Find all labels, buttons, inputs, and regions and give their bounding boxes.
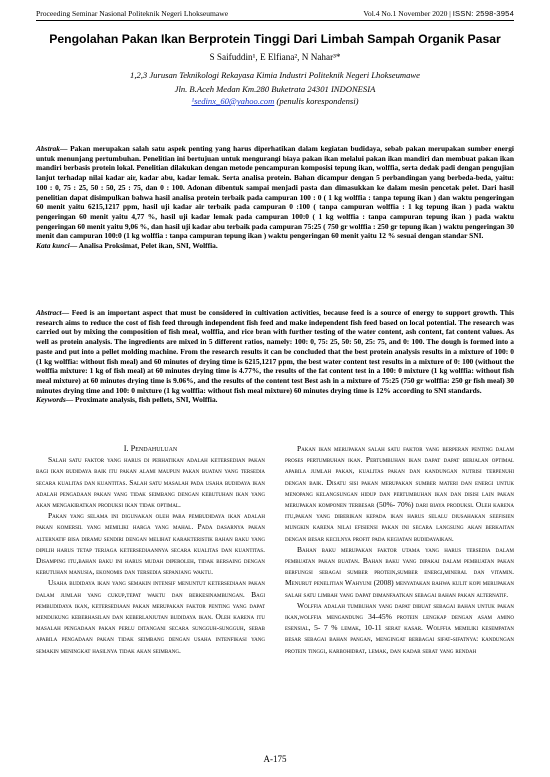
kata-kunci-line xyxy=(36,241,514,251)
left-column xyxy=(36,443,265,656)
section-heading: I. Pendahuluan xyxy=(123,444,178,453)
body-paragraph: Usaha budidaya ikan yang semakin intensif menuntut ketersediaan pakan dalam jumlah yang cukup,tepat waktu dan berkesinambungan. Bagi pembudidaya ikan, ketersediaan pakan merupakan faktor penting yang dapat mendukung keberhasilan dan keberlanjutan budidaya ikan. Oleh karena itu masalah pengadaan pakan perlu ditangani secara sungguh-sungguh, sebab apabila pengadaan pakan tidak seimbang dengan usaha intenfikasi yang semakin meningkat hasilnya tidak akan seimbang. xyxy=(36,578,265,655)
abstrak-block xyxy=(36,144,514,251)
abstrak-label: Abstrak xyxy=(36,144,60,153)
body-paragraph: Pakan yang selama ini digunakan oleh para pembudidaya ikan adalah pakan komersil yang memiliki harga yang mahal. Pada dasarnya pakan alternatif bisa diramu sendiri dengan melihat karakteristik bahan baku yang dipilih harus tetap terjaga ketersediaannya secara kualitas dan kuantitas. Disamping itu,bahan baku ini harus mudah diperoleh, tidak bersaing dengan kebutuhan manusia, ekonomis dan tersedia sepanjang waktu. xyxy=(36,511,265,577)
body-paragraph: Bahan baku merupakan faktor utama yang harus tersedia dalam pembuatan pakan buatan. Bahan baku yang dipakai dalam pembuatan pakan berfungsi sebagai sumber protein,sumber energi,mineral dan vitamin. Menurut penelitian Wahyuni (2008) menyatakan bahwa kulit kopi merupakan salah satu limbah yang dapat dimanfaatkan sebagai bahan pakan alternatif. xyxy=(285,544,514,599)
header-volume-issn xyxy=(363,9,514,18)
kata-kunci-text: — Analisa Proksimat, Pelet ikan, SNI, Wolffia. xyxy=(69,241,218,251)
abstrak-paragraph xyxy=(36,144,514,241)
right-column xyxy=(285,443,514,656)
page-number: A-175 xyxy=(263,754,287,764)
abstract-block xyxy=(36,308,514,405)
correspondence-note: (penulis korespondensi) xyxy=(274,96,359,106)
affiliation: 1,2,3 Jurusan Teknikologi Rekayasa Kimia Industri Politeknik Negeri Lhokseumawe xyxy=(130,70,420,80)
address: Jln. B.Aceh Medan Km.280 Buketrata 24301 INDONESIA xyxy=(174,84,376,94)
abstract-paragraph xyxy=(36,308,514,395)
body-paragraph: Salah satu faktor yang harus di perhatikan adalah ketersedian pakan bagi ikan budidaya baik itu pakan alami maupun pakan buatan yang tersedia secara kualitas dan kuantitas. Salah satu masalah pada usaha budidaya ikan adalah pengadaan pakan yang tidak seimbang dengan kebutuhan ikan yang akan mengakibatkan produksi ikan tidak optimal. xyxy=(36,455,265,510)
keywords-label: Keywords xyxy=(36,395,66,405)
paper-title: Pengolahan Pakan Ikan Berprotein Tinggi Dari Limbah Sampah Organik Pasar xyxy=(49,32,501,46)
correspondence-line xyxy=(0,96,550,106)
keywords-line xyxy=(36,395,514,405)
kata-kunci-label: Kata kunci xyxy=(36,241,70,251)
header-proceeding-name: Proceeding Seminar Nasional Politeknik Negeri Lhokseumawe xyxy=(36,9,229,18)
header-issn: ISSN: 2598-3954 xyxy=(452,9,514,18)
abstract-text: — Feed is an important aspect that must be considered in cultivation activities, because feed is a source of energy to support growth. This research aims to reduce the cost of fish feed through independent fish feed and make independent fish feed based on local potential. The research was carried out by mixing the composition of fish meal, wolffia, and rice bran with further testing of the water content, ash content, fat content values. As well as protein analysis. The ingredients are mixed in 5 different ratios, namely: 100: 0, 75: 25, 50: 50, 25: 75, and 0: 100. The dough is formed into a paste and put into a pellet molding machine. From the research results it can be concluded that the best protein analysis results in a mixture of 100: 0 (1 kg wolffia: without fish meal) and 60 minutes of drying time is 6215,1217 ppm, the best water content test results in a mixture of 0: 100 (without the wolffia mixture: 1 kg of fish meal) at 60 minutes drying time is 4.77%, the results of the fat content test in a 100: 0 mixture (1 kg wolffia: without fish meal mixture) at 60 minutes drying time is 9.06%, and the results of the content test Best ash in a mixture of 75:25 (750 gr wolffia: 250 gr fish meal) 30 minutes drying time and 100: 0 mixture (1 kg wolffia: without fish meal mixture) 60 minutes drying time is 12% according to SNI standards. xyxy=(36,308,514,395)
body-paragraph: Pakan ikan merupakan salah satu faktor yang berperan penting dalam proses pertumbuhan ikan. Pertumbuhan ikan dapat dapat berjalan optimal apabila jumlah pakan, kualitas pakan dan kandungan nutrisi terpenuhi dengan baik. Disatu sisi pakan merupakan sumber materi dan energi untuk menopang kelangsungan hidup dan pertumbuhan ikan dan disisi lain pakan merupakan komponen terbesar (50%- 70%) dari biaya produksi. Oleh karena itu,pakan yang diberikan kepada ikan harus selalu diusahakan seefisien mungkin karena nilai efisiensi pakan ini secara langsung akan berkaitan dengan besar kecilnya profit pada kegiatan budidayaikan. xyxy=(285,444,514,543)
body-paragraph: Wolffia adalah tumbuhan yang dapat dibuat sebagai bahan untuk pakan ikan,wolffia mengandung 34-45% protein lengkap dengan asam amino esensial, 5- 7 % lemak, 10-11 serat kasar. Wolffia memiliki kesempatan besar sebagai bahan pangan, mengingat berbagai sifat-sifatnya: kandungan protein tinggi, karbohidrat, lemak, dan kadar serat yang rendah xyxy=(285,600,514,655)
keywords-text: — Proximate analysis, fish pellets, SNI, Wolffia. xyxy=(65,395,218,405)
author-list: S Saifuddin¹, E Elfiana², N Nahar³* xyxy=(209,52,341,62)
header-volume: Vol.4 No.1 November 2020 | xyxy=(363,9,453,18)
running-header xyxy=(36,6,514,21)
abstract-label: Abstract xyxy=(36,308,62,317)
abstrak-text: — Pakan merupakan salah satu aspek penting yang harus diperhatikan dalam kegiatan budidaya, sebab pakan merupakan sumber energi untuk menunjang pertumbuhan. Penelitian ini bertujuan untuk mengurangi biaya pakan ikan melalui pakan ikan mandiri dan membuat pakan ikan mandiri berbasis protein lokal. Penelitian dilakukan dengan metode pencampuran komposisi tepung ikan, wolffia, serta dedak padi dengan pengujian lanjut terhadap nilai kadar air, kadar abu, kadar lemak. Serta analisa protein. Bahan dicampur dengan 5 perbandingan yang berbeda-beda, yaitu: 100 : 0, 75 : 25, 50 : 50, 25 : 75, dan 0 : 100. Adonan dibentuk sampai menjadi pasta dan dimasukkan ke dalam mesin pencetak pelet. Dari hasil penelitian dapat disimpulkan bahwa hasil analisa protein terbaik pada campuran 100 : 0 ( 1 kg wolffia : tanpa tepung ikan ) dan waktu pengeringan 60 menit yaitu 6215,1217 ppm, hasil uji kadar air terbaik pada campuran 0 :100 ( tanpa campuran wolffia : 1 kg tepung ikan ) pada waktu pengeringan 60 menit yaitu 4,77 %, hasil uji kadar lemak pada campuran 100:0 ( 1 kg wolffia : tanpa campuran tepung ikan ) pada waktu pengeringan 60 menit yaitu 9,06 %, dan hasil uji kadar abu terbaik pada campuran 75:25 ( 750 gr wolffia : 250 gr tepung ikan ) waktu pengeringan 30 menit dan campuran 100:0 (1 kg wolffia : tanpa campuran tepung ikan ) waktu pengeringan 60 menit yaitu 12 % sesuai dengan standar SNI. xyxy=(36,144,514,241)
email-link[interactable]: ¹sedinx_60@yahoo.com xyxy=(191,96,275,106)
